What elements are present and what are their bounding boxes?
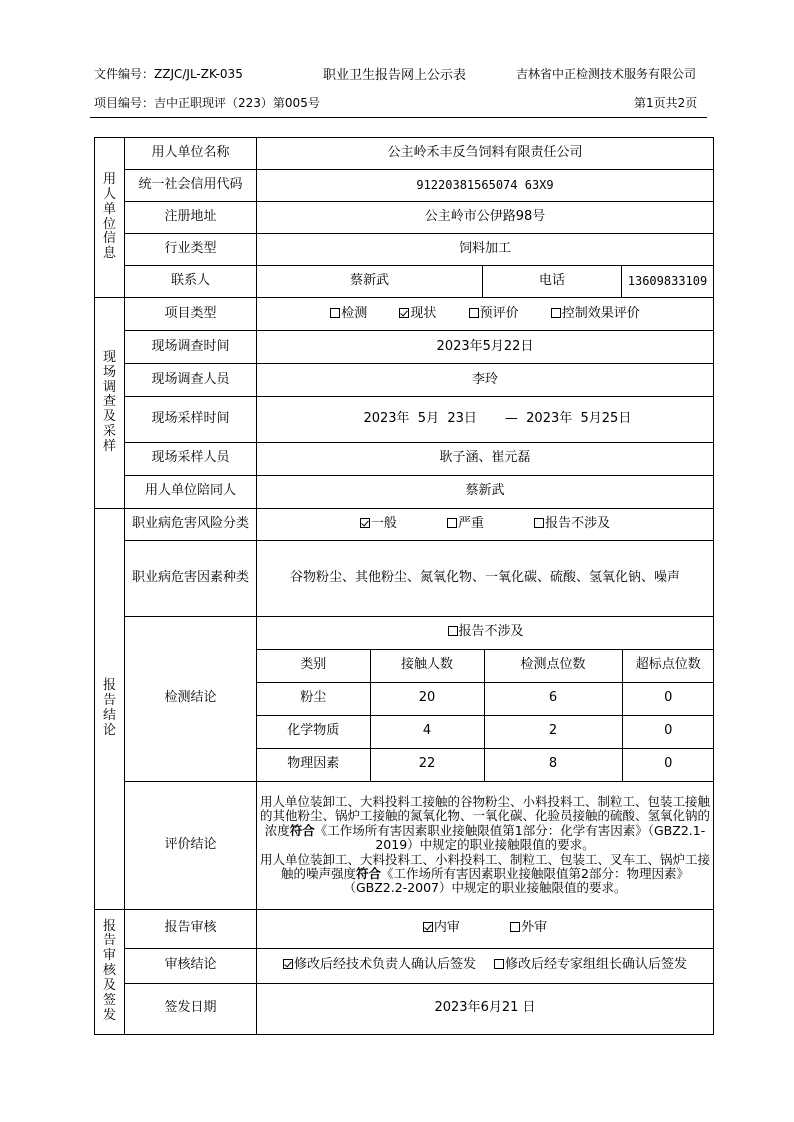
surveyor-label: 现场调查人员 [125,364,257,397]
table-cell: 20 [370,682,484,715]
option-label: 修改后经技术负责人确认后签发 [293,957,476,973]
section-employer: 用 人 单 位 信 息 [95,138,125,298]
hazard-factors: 谷物粉尘、其他粉尘、氮氧化物、一氧化碳、硫酸、氢氧化钠、噪声 [257,540,714,616]
file-number-value: ZZJC/JL-ZK-035 [154,67,243,81]
option-internal-review[interactable] [423,921,460,936]
survey-time-label: 现场调查时间 [125,331,257,364]
review-result-options [257,948,714,983]
option-tech-lead-sign[interactable] [283,958,476,973]
eval-verdict: 符合 [289,822,315,838]
checkbox-icon [534,518,544,528]
section-conclusion: 报 告 结 论 [95,508,125,909]
surveyor: 李玲 [257,364,714,397]
table-cell: 粉尘 [257,682,370,715]
eval-text: 《工作场所有害因素职业接触限值第2部分：物理因素》（GBZ2.2-2007）中规定的职业接触限值的要求。 [343,865,689,896]
option-label: 外审 [521,920,548,936]
review-options [257,909,714,948]
phone-label: 电话 [483,266,622,298]
review-label: 报告审核 [125,909,257,948]
table-cell: 化学物质 [257,715,370,748]
table-row [257,682,714,715]
detect-table [257,617,714,781]
option-control-effect[interactable] [551,307,640,322]
checkbox-icon [510,922,520,932]
table-row [257,715,714,748]
checkbox-icon [448,626,458,636]
checkbox-icon [551,308,561,318]
table-cell: 8 [484,748,622,781]
disclosure-table [94,137,714,1035]
issue-date: 2023年6月21 日 [257,983,714,1034]
sampling-separator: — [504,410,518,426]
table-cell: 0 [622,715,714,748]
checked-checkbox-icon [283,959,293,969]
column-header: 类别 [257,649,370,682]
table-header-row [257,649,714,682]
industry: 饲料加工 [257,234,714,266]
table-cell: 0 [622,748,714,781]
detect-conclusion-cell [257,616,714,781]
eval-conclusion-label: 评价结论 [125,781,257,909]
eval-text: 用人单位装卸工、大料投料工接触的谷物粉尘、小料投料工、制粒工、包装工接触的其他粉尘、锅炉工接触的氮氧化物、一氧化碳、化验员接触的硫酸、氢氧化钠的浓度 [259,794,710,838]
checkbox-icon [330,308,340,318]
table-row [257,748,714,781]
checkbox-icon [494,959,504,969]
option-label: 预评价 [479,305,519,321]
option-label: 检测 [341,305,368,321]
section-review: 报 告 审 核 及 签 发 [95,909,125,1034]
option-label: 现状 [410,305,437,321]
column-header: 超标点位数 [622,649,714,682]
contact-label: 联系人 [125,266,257,298]
column-header: 检测点位数 [484,649,622,682]
credit-code: 91220381565074 63X9 [257,170,714,202]
sampling-start: 2023年 5月 23日 [363,410,477,426]
option-label: 控制效果评价 [561,305,640,321]
contact-name: 蔡新武 [257,266,483,298]
eval-paragraph-1 [257,795,713,853]
employer-name: 公主岭禾丰反刍饲料有限责任公司 [257,138,714,170]
option-detect-not-involved[interactable] [448,625,524,640]
table-cell: 2 [484,715,622,748]
escort: 蔡新武 [257,475,714,508]
checkbox-icon [447,518,457,528]
column-header: 接触人数 [370,649,484,682]
option-label: 内审 [433,920,460,936]
hazard-factors-label: 职业病危害因素种类 [125,540,257,616]
survey-time: 2023年5月22日 [257,331,714,364]
project-number-value: 吉中正职现评（223）第005号 [154,96,320,110]
eval-text: 用人单位装卸工、大料投料工、小料投料工、制粒工、包装工、叉车工、锅炉工接触的噪声强度 [259,851,710,881]
eval-conclusion [257,781,714,909]
eval-verdict: 符合 [356,865,382,881]
option-general[interactable] [360,517,397,532]
section-survey: 现 场 调 查 及 采 样 [95,298,125,509]
checked-checkbox-icon [360,518,370,528]
option-severe[interactable] [447,517,484,532]
employer-name-label: 用人单位名称 [125,138,257,170]
sampler: 耿子涵、崔元磊 [257,442,714,475]
option-expert-lead-sign[interactable] [494,958,687,973]
option-current[interactable] [399,307,436,322]
address-label: 注册地址 [125,202,257,234]
checkbox-icon [469,308,479,318]
option-label: 报告不涉及 [458,624,524,640]
project-number-label: 项目编号： [94,96,155,110]
sampling-time-label: 现场采样时间 [125,397,257,443]
eval-paragraph-2 [257,853,713,896]
table-cell: 0 [622,682,714,715]
project-type-options [257,298,714,331]
detect-not-involved [257,617,714,650]
option-label: 报告不涉及 [545,515,611,531]
table-cell: 4 [370,715,484,748]
option-label: 修改后经专家组组长确认后签发 [505,957,688,973]
option-label: 严重 [457,515,484,531]
credit-code-label: 统一社会信用代码 [125,170,257,202]
table-cell: 22 [370,748,484,781]
page-indicator: 第1页共2页 [634,96,698,110]
table-cell: 物理因素 [257,748,370,781]
eval-text: 《工作场所有害因素职业接触限值第1部分：化学有害因素》（GBZ2.1-2019）中规定的职业接触限值的要求。 [314,822,706,853]
sampler-label: 现场采样人员 [125,442,257,475]
company-name: 吉林省中正检测技术服务有限公司 [516,67,697,81]
option-not-involved[interactable] [534,517,610,532]
option-external-review[interactable] [510,921,547,936]
option-detect[interactable] [330,307,367,322]
risk-class-label: 职业病危害风险分类 [125,508,257,540]
issue-date-label: 签发日期 [125,983,257,1034]
sampling-end: 2023年 5月25日 [526,410,632,426]
risk-class-options [257,508,714,540]
escort-label: 用人单位陪同人 [125,475,257,508]
document-title: 职业卫生报告网上公示表 [323,68,467,83]
checked-checkbox-icon [423,922,433,932]
option-label: 一般 [370,515,397,531]
industry-label: 行业类型 [125,234,257,266]
address: 公主岭市公伊路98号 [257,202,714,234]
option-pre-assessment[interactable] [469,307,519,322]
sampling-time [257,397,714,443]
phone-number: 13609833109 [622,266,714,298]
review-result-label: 审核结论 [125,948,257,983]
project-number [94,94,320,111]
file-number-label: 文件编号： [94,67,155,81]
project-type-label: 项目类型 [125,298,257,331]
checked-checkbox-icon [399,308,409,318]
file-number [94,65,243,82]
detect-conclusion-label: 检测结论 [125,616,257,781]
header-rule [90,117,707,118]
table-cell: 6 [484,682,622,715]
